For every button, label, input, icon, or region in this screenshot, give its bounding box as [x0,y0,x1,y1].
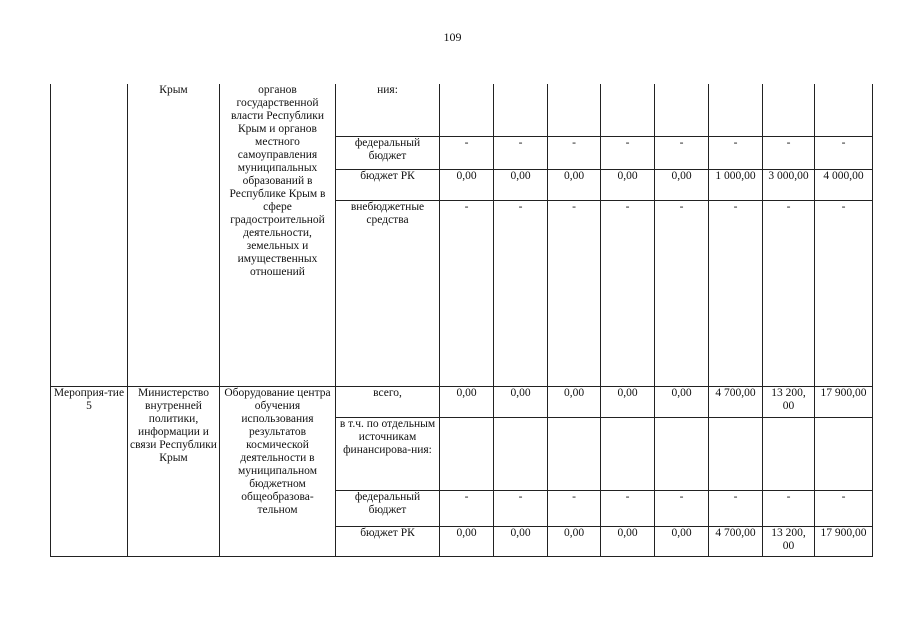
value-cell: 0,00 [548,526,601,556]
value-cell: - [440,490,494,526]
value-cell [440,417,494,490]
value-cell: 0,00 [494,526,548,556]
value-cell: - [440,200,494,386]
value-cell [655,417,709,490]
value-cell: - [494,136,548,169]
event-cell [51,84,128,386]
value-cell: 17 900,00 [815,386,873,417]
value-cell [494,417,548,490]
funding-table [50,84,873,557]
executor-cell: Министерство внутренней политики, информации и связи Республики Крым [128,386,220,556]
value-cell: - [815,490,873,526]
value-cell [709,84,763,136]
value-cell: - [440,136,494,169]
value-cell: 0,00 [601,526,655,556]
description-cell: Оборудование центра обучения использования результатов космической деятельности в муниципальном бюджетном общеобразова-тельном [220,386,336,556]
value-cell [709,417,763,490]
value-cell: 3 000,00 [763,169,815,200]
value-cell: - [763,200,815,386]
value-cell [548,417,601,490]
source-cell: всего, [336,386,440,417]
value-cell: 13 200, 00 [763,386,815,417]
value-cell: - [601,200,655,386]
value-cell [815,84,873,136]
value-cell [440,84,494,136]
value-cell [763,417,815,490]
value-cell: 4 700,00 [709,386,763,417]
value-cell: 0,00 [548,169,601,200]
value-cell: 0,00 [494,169,548,200]
value-cell: 0,00 [601,386,655,417]
description-cell: органов государственной власти Республики Крым и органов местного самоуправления муниципальных образований в Республике Крым в сфере градостроительной деятельности, земельных и имущественных отношений [220,84,336,386]
value-cell: - [763,136,815,169]
value-cell: - [548,136,601,169]
value-cell: - [548,200,601,386]
value-cell: 0,00 [548,386,601,417]
value-cell: 0,00 [655,526,709,556]
value-cell: - [494,200,548,386]
value-cell [655,84,709,136]
value-cell: - [601,490,655,526]
value-cell [601,84,655,136]
event-cell: Мероприя-тие 5 [51,386,128,556]
value-cell: 0,00 [440,169,494,200]
source-cell: федеральный бюджет [336,490,440,526]
value-cell: 4 700,00 [709,526,763,556]
value-cell [494,84,548,136]
table-row [51,386,873,417]
value-cell: - [494,490,548,526]
value-cell: - [709,490,763,526]
value-cell: - [709,200,763,386]
value-cell: 1 000,00 [709,169,763,200]
value-cell: 0,00 [655,386,709,417]
value-cell: - [601,136,655,169]
executor-cell: Крым [128,84,220,386]
value-cell: 0,00 [440,386,494,417]
value-cell: 0,00 [601,169,655,200]
value-cell: 0,00 [655,169,709,200]
value-cell [763,84,815,136]
value-cell: - [655,136,709,169]
value-cell [548,84,601,136]
value-cell: - [815,200,873,386]
value-cell [815,417,873,490]
value-cell: 17 900,00 [815,526,873,556]
source-cell: бюджет РК [336,526,440,556]
value-cell: - [655,200,709,386]
value-cell: - [763,490,815,526]
value-cell: 0,00 [494,386,548,417]
value-cell: - [709,136,763,169]
page-number: 109 [443,30,462,44]
value-cell: - [815,136,873,169]
value-cell: - [548,490,601,526]
source-cell: бюджет РК [336,169,440,200]
source-cell: внебюджетные средства [336,200,440,386]
value-cell: 4 000,00 [815,169,873,200]
value-cell: 0,00 [440,526,494,556]
table-row [51,84,873,136]
source-cell: ния: [336,84,440,136]
value-cell: - [655,490,709,526]
source-cell: федеральный бюджет [336,136,440,169]
value-cell [601,417,655,490]
source-cell: в т.ч. по отдельным источникам финансирова-ния: [336,417,440,490]
value-cell: 13 200, 00 [763,526,815,556]
